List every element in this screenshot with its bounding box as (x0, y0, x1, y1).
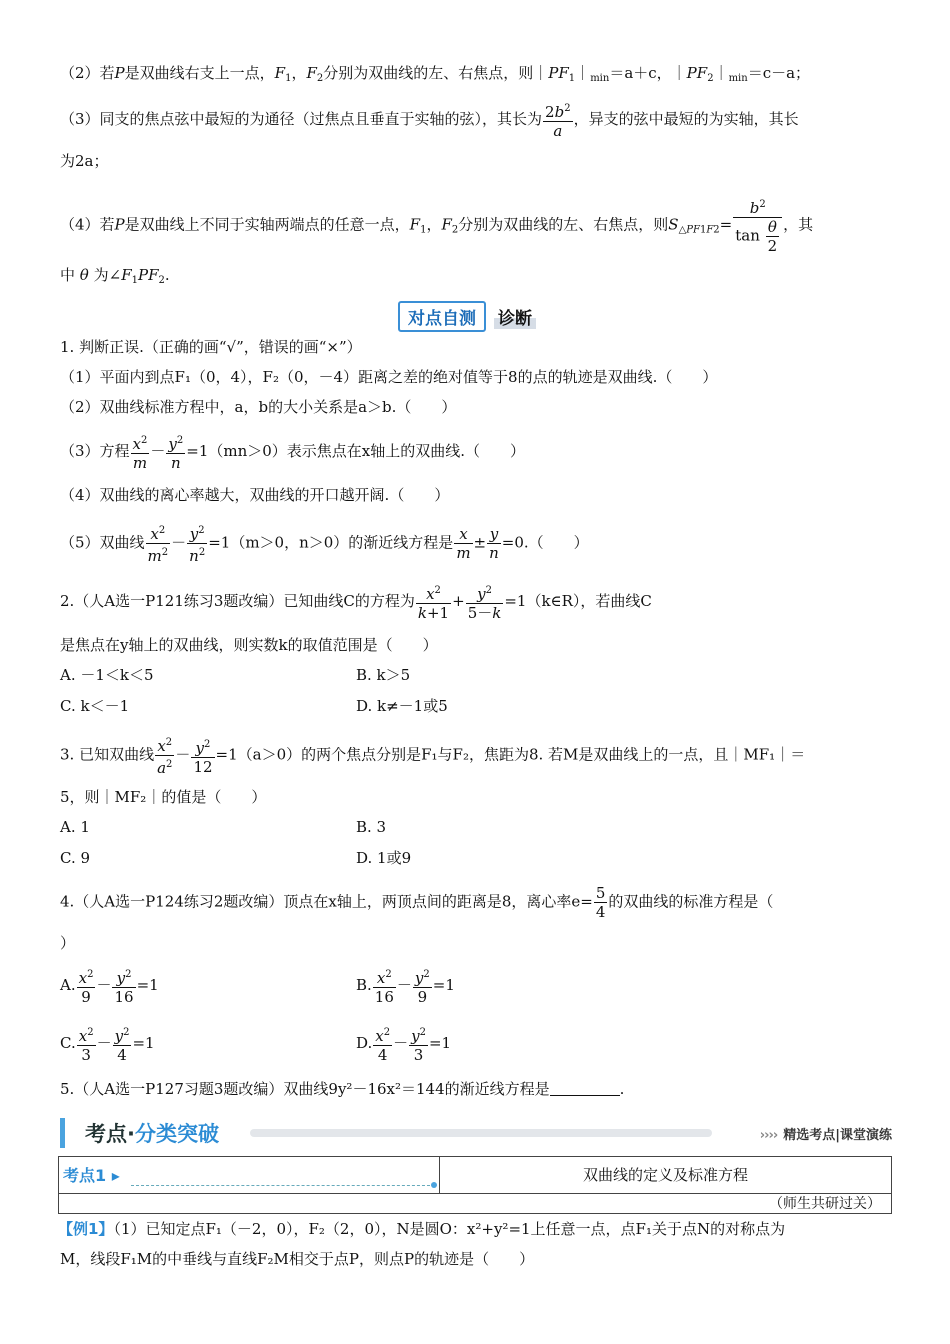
text: 为∠ (93, 266, 122, 284)
option-a: A. －1＜k＜5 (60, 666, 154, 684)
text: =0.（ ） (501, 533, 589, 552)
text: （2）若 (60, 64, 115, 82)
text: 中 (60, 266, 76, 284)
q4-options-row1: A. $\frac{x^2}{9}$ － $\frac{y^2}{16}$ =1 B. $\frac{x^2}{16}$ － $\frac{y^2}{9}$ =1 (60, 966, 890, 1006)
q1-item-4: （4）双曲线的离心率越大，双曲线的开口越开阔.（ ） (60, 486, 450, 504)
option-d-label: D. (356, 1034, 373, 1052)
text: . (619, 1080, 625, 1098)
topic-label-cell (59, 1157, 440, 1193)
text: 精选考点 (783, 1128, 836, 1143)
fraction-2b2-over-a: $\frac{2b^2}{a}$ (543, 100, 573, 140)
q1-item-5: （5）双曲线 $\frac{x^2}{m^2}$ － $\frac{y^2}{n^2}$ =1（m＞0，n＞0）的渐近线方程是 $\frac{x}{m}$ ± $\frac{y}{n}$ =0.（ ） (60, 522, 890, 565)
answer-blank[interactable] (550, 1081, 620, 1096)
text: （4）若 (60, 215, 115, 234)
option-b: B. 3 (356, 818, 387, 836)
text: =1（mn＞0）表示焦点在x轴上的双曲线.（ ） (186, 442, 526, 460)
frac-x2-m: $\frac{x^2}{m}$ (131, 432, 150, 472)
text: 考点 (85, 1122, 127, 1146)
q3-stem-cont: 5，则｜MF₂｜的值是（ ） (60, 788, 267, 806)
frac-x2-k1: $\frac{x^2}{k+1}$ (416, 582, 451, 622)
text: 4.（人A选一P124练习2题改编）顶点在x轴上，两顶点间的距离是8，离心率e= (60, 892, 593, 911)
option-b: B. k＞5 (356, 666, 411, 684)
section-header-self-test (398, 302, 536, 330)
text: | (835, 1128, 840, 1143)
chevrons-icon: ›››› (759, 1128, 778, 1143)
q3-options-row1 (60, 816, 890, 838)
text: 分类突破 (134, 1122, 219, 1146)
text: ，其 (783, 215, 814, 234)
text: （5）双曲线 (60, 533, 145, 552)
arrow-right-icon: ▸ (111, 1166, 120, 1185)
q1-item-1: （1）平面内到点F₁（0，4），F₂（0，－4）距离之差的绝对值等于8的点的轨迹是双曲线.（ ） (60, 368, 718, 386)
text: =1（k∈R），若曲线C (504, 592, 652, 610)
section-box-label: 对点自测 (398, 301, 486, 332)
topic-label (63, 1163, 120, 1186)
frac-5-4: $\frac{5}{4}$ (595, 884, 606, 921)
q4-stem (60, 884, 890, 921)
example-line-1 (58, 1218, 890, 1240)
q3-options-row2 (60, 847, 890, 869)
text: ｜ (575, 64, 591, 82)
property-2: （2）若P是双曲线右支上一点，$F_1$，$F_2$分别为双曲线的左、右焦点，则$|PF_1|_{min}=a+c$，$|PF_2|_{min}=c-a$； (60, 64, 811, 84)
option-a: A. 1 (60, 818, 90, 836)
frac-y2-12: $\frac{y^2}{12}$ (191, 736, 214, 776)
q2-stem-cont: 是焦点在y轴上的双曲线，则实数k的取值范围是（ ） (60, 636, 438, 654)
text: 是双曲线右支上一点， (124, 64, 275, 82)
frac-y2-n2: $\frac{y^2}{n^2}$ (187, 522, 207, 565)
frac-y2-n: $\frac{y^2}{n}$ (166, 432, 185, 472)
q1-item-3: （3）方程 $\frac{x^2}{m}$ － $\frac{y^2}{n}$ =1（mn＞0）表示焦点在x轴上的双曲线.（ ） (60, 432, 890, 472)
text: =1（a＞0）的两个焦点分别是F₁与F₂，焦距为8. 若M是双曲线上的一点，且｜MF₁｜＝ (215, 745, 806, 764)
fraction-area: $b^2$ tan $\frac{\theta}{2}$ (733, 196, 782, 255)
option-c-label: C. (60, 1034, 76, 1052)
section-banner (60, 1118, 892, 1148)
frac-y-n: $\frac{y}{n}$ (489, 525, 499, 562)
text: ＝a＋c，｜ (609, 64, 687, 82)
text: 是双曲线上不同于实轴两端点的任意一点， (124, 215, 410, 234)
text: 2.（人A选一P121练习3题改编）已知曲线C的方程为 (60, 592, 415, 610)
text: · (127, 1122, 135, 1146)
text: 3. 已知双曲线 (60, 745, 155, 764)
example-tag: 【例1】 (58, 1220, 114, 1238)
topic-title: 双曲线的定义及标准方程 (582, 1166, 748, 1184)
frac-x2-m2: $\frac{x^2}{m^2}$ (146, 522, 171, 565)
q3-stem: 3. 已知双曲线 $\frac{x^2}{a^2}$ － $\frac{y^2}{12}$ =1（a＞0）的两个焦点分别是F₁与F₂，焦距为8. 若M是双曲线上的一点，且｜MF₁｜＝ (60, 734, 890, 777)
topic-note: （师生共研过关） (59, 1193, 891, 1215)
banner-right (760, 1124, 892, 1143)
frac-x-m: $\frac{x}{m}$ (456, 525, 471, 562)
frac-x2-a2: $\frac{x^2}{a^2}$ (155, 734, 174, 777)
q4-options-row2: C. $\frac{x^2}{3}$ － $\frac{y^2}{4}$ =1 D. $\frac{x^2}{4}$ － $\frac{y^2}{3}$ =1 (60, 1024, 890, 1064)
q1-stem: 1. 判断正误.（正确的画“√”，错误的画“×”） (60, 338, 362, 356)
option-c: C. 9 (60, 849, 91, 867)
text: （3）同支的焦点弦中最短的为通径（过焦点且垂直于实轴的弦），其长为 (60, 110, 543, 128)
text: 5.（人A选一P127习题3题改编）双曲线9y²－16x²＝144的渐近线方程是 (60, 1080, 550, 1098)
option-d: D. 1或9 (356, 849, 412, 867)
property-4: （4）若P是双曲线上不同于实轴两端点的任意一点，$F_1$，$F_2$分别为双曲线的左、右焦点，则$S_{\triangle PF1F2}=$ $b^2$ tan $\frac{\theta}{2}$ ，其 (60, 196, 890, 255)
option-a-label: A. (60, 976, 76, 994)
q2-options-row1 (60, 664, 890, 686)
q1-item-2: （2）双曲线标准方程中，a，b的大小关系是a＞b.（ ） (60, 398, 457, 416)
option-d: D. k≠－1或5 (356, 697, 448, 715)
banner-title (60, 1118, 219, 1148)
text: ＝c－a； (747, 64, 811, 82)
property-3 (60, 100, 890, 140)
frac-y2-5k: $\frac{y^2}{5-k}$ (466, 582, 504, 622)
dashed-line (131, 1185, 435, 1186)
option-c: C. k＜－1 (60, 697, 130, 715)
property-4-cont: 中 θ 为$\angle F_1PF_2$. (60, 266, 170, 286)
text: 分别为双曲线的左、右焦点，则｜ (323, 64, 549, 82)
topic-table (58, 1156, 892, 1214)
text: 考点1 (63, 1166, 107, 1185)
q5-stem (60, 1078, 890, 1100)
text: 课堂演练 (839, 1128, 892, 1143)
text: 的双曲线的标准方程是（ (608, 892, 774, 911)
dot-icon (431, 1182, 437, 1188)
text: （3）方程 (60, 442, 130, 460)
text: =1（m＞0，n＞0）的渐近线方程是 (208, 533, 454, 552)
option-b-label: B. (356, 976, 372, 994)
text: （1）已知定点F₁（－2，0），F₂（2，0），N是圆O：x²+y²=1上任意一点，点F₁关于点N的对称点为 (113, 1220, 786, 1238)
q2-options-row2 (60, 695, 890, 717)
text: ，异支的弦中最短的为实轴，其长 (573, 110, 799, 128)
banner-bar (250, 1129, 712, 1137)
q4-stem-cont: ） (60, 934, 76, 952)
section-tail-label: 诊断 (494, 304, 536, 329)
text: 分别为双曲线的左、右焦点，则 (458, 215, 669, 234)
q2-stem: 2.（人A选一P121练习3题改编）已知曲线C的方程为 $\frac{x^2}{k+1}$ + $\frac{y^2}{5-k}$ =1（k∈R），若曲线C (60, 582, 890, 622)
example-line-2: M，线段F₁M的中垂线与直线F₂M相交于点P，则点P的轨迹是（ ） (60, 1250, 535, 1268)
property-3-cont: 为2a； (60, 152, 109, 170)
